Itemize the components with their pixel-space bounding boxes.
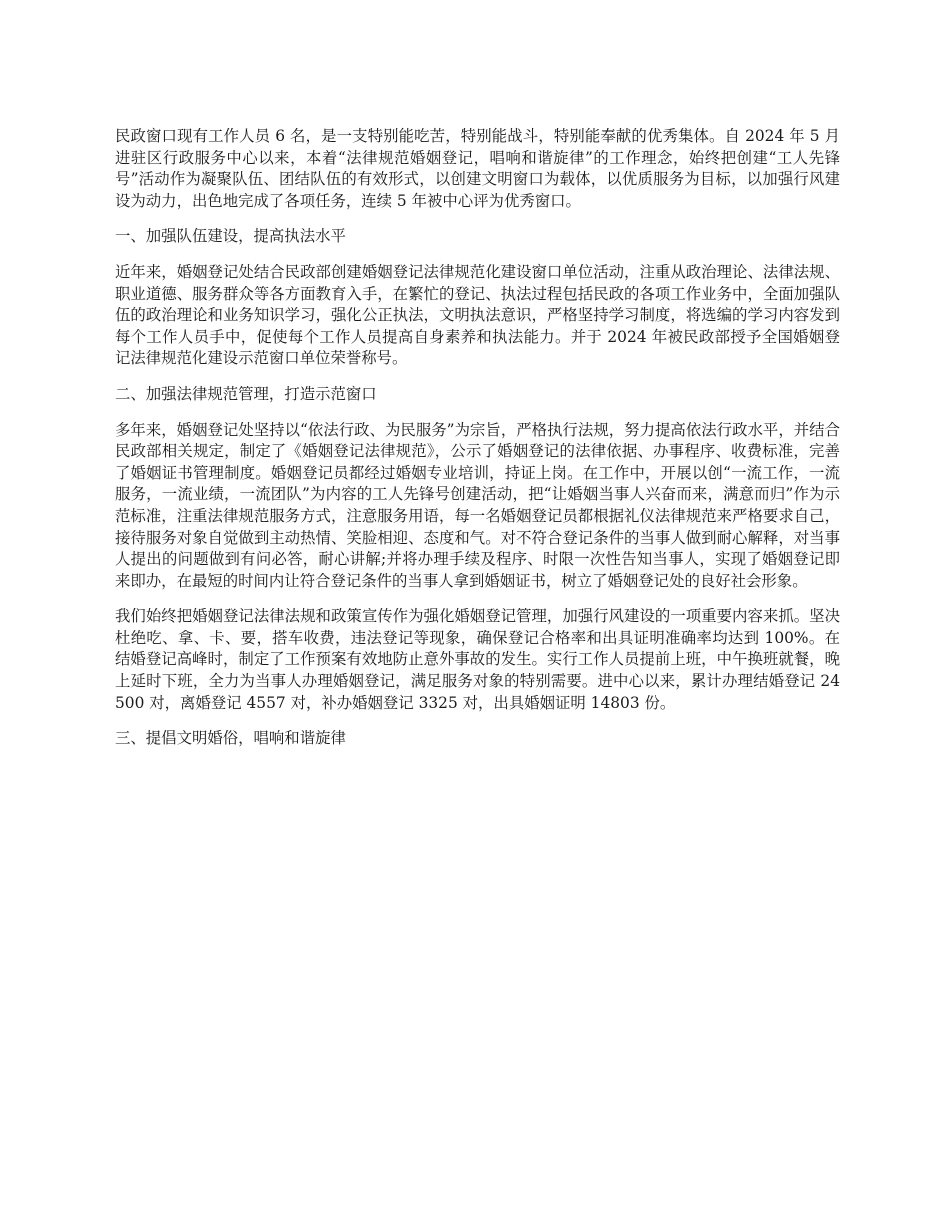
- section-heading-1: 一、加强队伍建设，提高执法水平: [115, 227, 346, 246]
- intro-paragraph: 民政窗口现有工作人员 6 名，是一支特别能吃苦，特别能战斗，特别能奉献的优秀集体。自 2024 年 5 月进驻区行政服务中心以来，本着“法律规范婚姻登记，唱响和谐旋律”的工作理念，始终把创建“工人先锋号”活动作为凝聚队伍、团结队伍的有效形式，以创建文明窗口为载体，以优质服务为目标，以加强行风建设为动力，出色地完成了各项任务，连续 5 年被中心评为优秀窗口。: [115, 127, 840, 210]
- document-body: [115, 126, 840, 764]
- section-2-paragraph-2: 我们始终把婚姻登记法律法规和政策宣传作为强化婚姻登记管理，加强行风建设的一项重要内容来抓。坚决杜绝吃、拿、卡、要，搭车收费，违法登记等现象，确保登记合格率和出具证明准确率均达到 100%。在结婚登记高峰时，制定了工作预案有效地防止意外事故的发生。实行工作人员提前上班，中午换班就餐，晚上延时下班，全力为当事人办理婚姻登记，满足服务对象的特别需要。进中心以来，累计办理结婚登记 24500 对，离婚登记 4557 对，补办婚姻登记 3325 对，出具婚姻证明 14803 份。: [115, 607, 840, 712]
- section-1-paragraph: 近年来，婚姻登记处结合民政部创建婚姻登记法律规范化建设窗口单位活动，注重从政治理论、法律法规、职业道德、服务群众等各方面教育入手，在繁忙的登记、执法过程包括民政的各项工作业务中，全面加强队伍的政治理论和业务知识学习，强化公正执法，文明执法意识，严格坚持学习制度，将选编的学习内容发到每个工作人员手中，促使每个工作人员提高自身素养和执法能力。并于 2024 年被民政部授予全国婚姻登记法律规范化建设示范窗口单位荣誉称号。: [115, 262, 840, 368]
- section-2-paragraph-1: 多年来，婚姻登记处坚持以“依法行政、为民服务”为宗旨，严格执行法规，努力提高依法行政水平，并结合民政部相关规定，制定了《婚姻登记法律规范》，公示了婚姻登记的法律依据、办事程序、收费标准，完善了婚姻证书管理制度。婚姻登记员都经过婚姻专业培训，持证上岗。在工作中，开展以创“一流工作，一流服务，一流业绩，一流团队”为内容的工人先锋号创建活动，把“让婚姻当事人兴奋而来，满意而归”作为示范标准，注重法律规范服务方式，注意服务用语，每一名婚姻登记员都根据礼仪法律规范来严格要求自己，接待服务对象自觉做到主动热情、笑脸相迎、态度和气。对不符合登记条件的当事人做到耐心解释，对当事人提出的问题做到有问必答，耐心讲解;并将办理手续及程序、时限一次性告知当事人，实现了婚姻登记即来即办，在最短的时间内让符合登记条件的当事人拿到婚姻证书，树立了婚姻登记处的良好社会形象。: [115, 420, 840, 590]
- section-heading-3: 三、提倡文明婚俗，唱响和谐旋律: [115, 729, 346, 748]
- section-heading-2: 二、加强法律规范管理，打造示范窗口: [115, 384, 377, 403]
